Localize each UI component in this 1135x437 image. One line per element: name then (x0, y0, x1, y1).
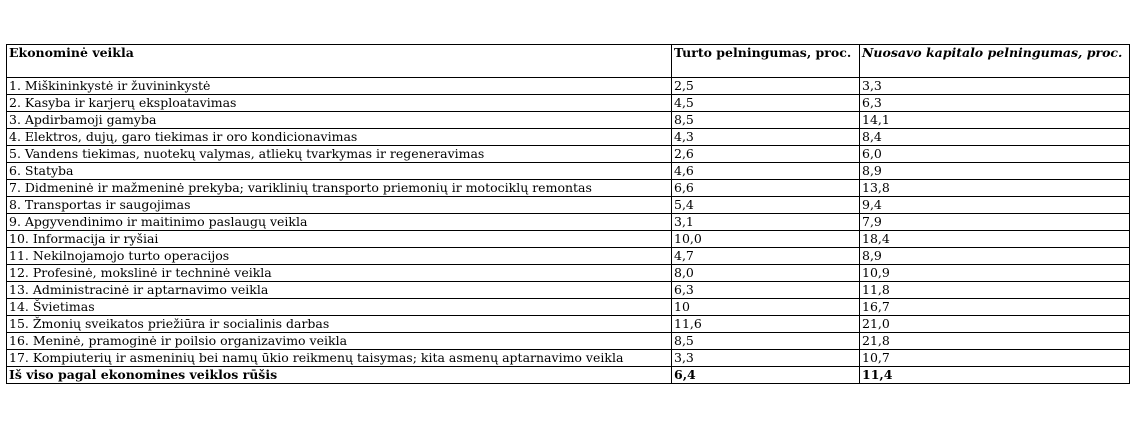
table-row (7, 180, 1130, 197)
cell-activity: 3. Apdirbamoji gamyba (7, 112, 672, 129)
cell-equity-return: 14,1 (860, 112, 1130, 129)
table-row (7, 112, 1130, 129)
cell-asset-return: 2,5 (672, 78, 860, 95)
cell-asset-return: 3,3 (672, 350, 860, 367)
cell-asset-return: 8,5 (672, 333, 860, 350)
table-row (7, 350, 1130, 367)
cell-asset-return: 4,5 (672, 95, 860, 112)
cell-equity-return: 6,3 (860, 95, 1130, 112)
table-row (7, 95, 1130, 112)
cell-equity-return: 10,7 (860, 350, 1130, 367)
cell-asset-return: 4,6 (672, 163, 860, 180)
cell-activity: 11. Nekilnojamojo turto operacijos (7, 248, 672, 265)
table-row (7, 231, 1130, 248)
cell-equity-return: 21,0 (860, 316, 1130, 333)
cell-activity: 1. Miškininkystė ir žuvininkystė (7, 78, 672, 95)
cell-asset-return: 6,6 (672, 180, 860, 197)
cell-equity-return: 7,9 (860, 214, 1130, 231)
cell-asset-return: 10,0 (672, 231, 860, 248)
cell-asset-return: 4,3 (672, 129, 860, 146)
cell-asset-return: 8,5 (672, 112, 860, 129)
profitability-table (6, 44, 1130, 384)
table-row (7, 146, 1130, 163)
cell-asset-return: 3,1 (672, 214, 860, 231)
cell-activity: 16. Meninė, pramoginė ir poilsio organizavimo veikla (7, 333, 672, 350)
cell-equity-return: 11,8 (860, 282, 1130, 299)
table-body (7, 78, 1130, 384)
cell-equity-return: 6,0 (860, 146, 1130, 163)
cell-equity-return: 10,9 (860, 265, 1130, 282)
cell-equity-return: 16,7 (860, 299, 1130, 316)
cell-asset-return: 2,6 (672, 146, 860, 163)
cell-activity: 5. Vandens tiekimas, nuotekų valymas, atliekų tvarkymas ir regeneravimas (7, 146, 672, 163)
table-row (7, 282, 1130, 299)
cell-activity: 14. Švietimas (7, 299, 672, 316)
cell-activity: 9. Apgyvendinimo ir maitinimo paslaugų veikla (7, 214, 672, 231)
table-row (7, 129, 1130, 146)
cell-equity-return: 13,8 (860, 180, 1130, 197)
cell-activity: 13. Administracinė ir aptarnavimo veikla (7, 282, 672, 299)
cell-equity-return: 9,4 (860, 197, 1130, 214)
cell-activity: 12. Profesinė, mokslinė ir techninė veikla (7, 265, 672, 282)
table-row (7, 197, 1130, 214)
table-row (7, 248, 1130, 265)
cell-equity-return: 3,3 (860, 78, 1130, 95)
cell-activity: 8. Transportas ir saugojimas (7, 197, 672, 214)
cell-asset-return: 5,4 (672, 197, 860, 214)
table-row (7, 299, 1130, 316)
cell-asset-return: 10 (672, 299, 860, 316)
cell-asset-return: 11,6 (672, 316, 860, 333)
table-row (7, 265, 1130, 282)
table-row (7, 78, 1130, 95)
table-row (7, 316, 1130, 333)
cell-equity-return: 8,9 (860, 248, 1130, 265)
total-row (7, 367, 1130, 384)
table-row (7, 333, 1130, 350)
table-row (7, 163, 1130, 180)
cell-activity: 15. Žmonių sveikatos priežiūra ir socialinis darbas (7, 316, 672, 333)
cell-asset-return: 6,3 (672, 282, 860, 299)
header-row (7, 45, 1130, 78)
header-asset-return: Turto pelningumas, proc. (672, 45, 860, 78)
cell-activity: 17. Kompiuterių ir asmeninių bei namų ūkio reikmenų taisymas; kita asmenų aptarnavimo veikla (7, 350, 672, 367)
cell-activity: 10. Informacija ir ryšiai (7, 231, 672, 248)
cell-equity-return: 18,4 (860, 231, 1130, 248)
cell-equity-return: 8,9 (860, 163, 1130, 180)
cell-activity: 6. Statyba (7, 163, 672, 180)
cell-equity-return: 8,4 (860, 129, 1130, 146)
cell-activity: 7. Didmeninė ir mažmeninė prekyba; variklinių transporto priemonių ir motociklų remontas (7, 180, 672, 197)
total-cell-asset-return: 6,4 (672, 367, 860, 384)
cell-activity: 2. Kasyba ir karjerų eksploatavimas (7, 95, 672, 112)
cell-equity-return: 21,8 (860, 333, 1130, 350)
cell-asset-return: 4,7 (672, 248, 860, 265)
header-activity: Ekonominė veikla (7, 45, 672, 78)
table-row (7, 214, 1130, 231)
total-cell-equity-return: 11,4 (860, 367, 1130, 384)
total-cell-activity: Iš viso pagal ekonomines veiklos rūšis (7, 367, 672, 384)
cell-asset-return: 8,0 (672, 265, 860, 282)
cell-activity: 4. Elektros, dujų, garo tiekimas ir oro kondicionavimas (7, 129, 672, 146)
header-equity-return: Nuosavo kapitalo pelningumas, proc. (860, 45, 1130, 78)
